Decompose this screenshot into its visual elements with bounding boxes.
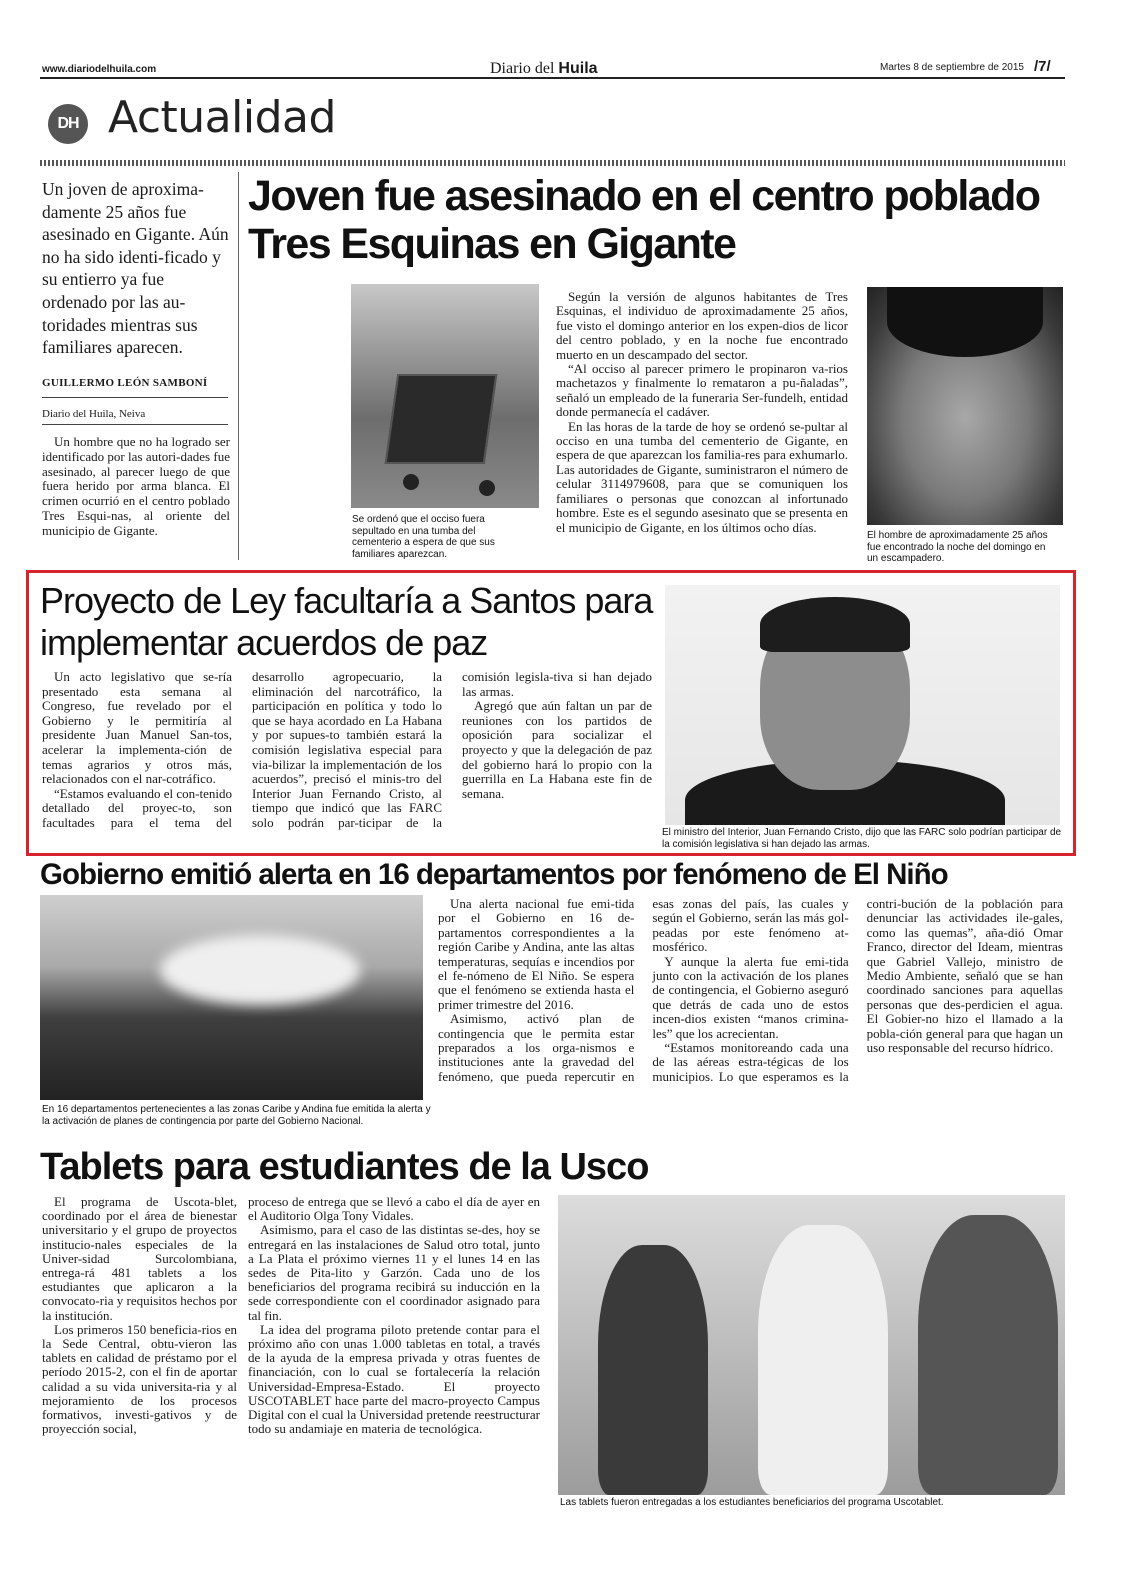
hair-shape [760,597,910,652]
story2-paragraph: Agregó que aún faltan un par de reuniones con los partidos de oposición para socializar el proyecto y que la delegación de paz del gobierno hará lo propio con la guerrilla en La Habana este fin de semana. [462,698,652,801]
story3-paragraph: “Estamos monitoreando cada una de las aéreas estra-tégicas de los municipios. Lo que esperamos es la contri-bución de la población para denunciar las actividades ile-gales, como las quemas”, aña-dió Omar Franco, director del Ideam, mientras que Gabriel Vallejo, ministro de Medio Ambiente, señaló que se han coordinado sanciones para aquellas personas que des-perdicien el agua. El Gobier-no hizo el llamado a la pobla-ción general para que hagan un uso responsable del recurso hídrico. [652,896,1063,1084]
tablets-photo-caption: Las tablets fueron entregadas a los estudiantes beneficiarios del programa Uscotablet. [560,1497,944,1508]
cart-wheel [403,474,419,490]
newspaper-name [490,60,598,78]
story4-paragraph: Asimismo, para el caso de las distintas se-des, hoy se entregará en las instalaciones de Salud otro total, junto a La Plata el próximo viernes 11 y el lunes 14 en las sedes de Pita-lito y Garzón. Cada uno de los beneficiarios del programa recibirá su inducción en la sede correspondiente con el coordinador asignado para tal fin. [248,1222,540,1323]
issue-date: Martes 8 de septiembre de 2015 [880,62,1024,73]
dh-logo-icon: DH [48,104,88,144]
story3-paragraph: Una alerta nacional fue emi-tida por el Gobierno en 16 de-partamentos correspondientes a la región Caribe y Andina, ante las altas temperaturas, sequías e incendios por el fe-nómeno de El Niño. Se espera que el fenómeno se extienda hasta el primer trimestre del 2016. [438,896,635,1012]
story4-paragraph: proceso de entrega que se llevó a cabo el día de ayer en el Auditorio Olga Tony Vidales. [248,1194,540,1224]
story4-headline: Tablets para estudiantes de la Usco [40,1146,649,1188]
person-shape [918,1215,1058,1495]
coffin-shape [385,374,498,464]
column-divider [238,172,239,560]
story1-body [556,290,848,535]
story1-byline: GUILLERMO LEÓN SAMBONÍ [42,377,208,389]
story3-body [438,897,1063,1127]
victim-photo-caption: El hombre de aproximadamente 25 años fue encontrado la noche del domingo en un escampadero. [867,530,1048,564]
section-title: Actualidad [108,92,336,143]
story3-paragraph: Y aunque la alerta fue emi-tida junto con la activación de los planes de contingencia, el Gobierno aseguró que detrás de cada uno de estos incen-dios existen “manos crimina-les” que los acrecientan. [652,953,849,1041]
wildfire-photo [40,895,423,1100]
story1-paragraph: “Al occiso al parecer primero le propinaron va-rios machetazos y finalmente lo remataron a pu-ñaladas”, señaló un empleado de la funeraria Ser-fundelh, entidad donde permanecía el cadáver. [556,361,848,420]
story2-paragraph: Un acto legislativo que se-ría presentado esta semana al Congreso, fue revelado por el Gobierno y le permitiría al presidente Juan Manuel San-tos, acelerar la implementa-ción de temas agrarios y otros más, relacionados con el nar-cotráfico. [42,669,232,787]
story1-paragraph: En las horas de la tarde de hoy se ordenó se-pultar al occiso en una tumba del cementerio de Gigante, en espera de que aparezcan los familia-res para exhumarlo. Las autoridades de Gigante, suministraron el número de celular 3114979608, para que se comuniquen los familiares o personas que conozcan al infortunado hombre. Este es el segundo asesinato que se presenta en el municipio de Gigante, en los últimos ocho días. [556,418,848,535]
story4-column-1 [42,1195,237,1436]
story1-dateline: Diario del Huila, Neiva [42,408,146,420]
story1-paragraph: Según la versión de algunos habitantes de Tres Esquinas, el individuo de aproximadamente 25 años, fue visto el domingo anterior en los expen-dios de licor del centro poblado, y en la noche fue encontrado muerto en un descampado del sector. [556,289,848,362]
story1-deck: Un joven de aproxima-damente 25 años fue asesinado en Gigante. Aún no ha sido identi-ficado y su entierro ya fue ordenado por las au-toridades mientras sus familiares aparecen. [42,179,229,358]
masthead-rule [40,77,1065,79]
coffin-photo [351,284,539,508]
story1-headline: Joven fue asesinado en el centro poblado Tres Esquinas en Gigante [248,172,1040,268]
minister-photo [665,585,1060,825]
story4-paragraph: La idea del programa piloto pretende contar para el próximo año con unas 1.000 tabletas en total, a través de la ayuda de la empresa privada y otras fuentes de financiación, con lo cual se fortalecería la relación Universidad-Empresa-Estado. El proyecto USCOTABLET hace parte del macro-proyecto Campus Digital con el cual la Universidad pretende reestructurar todo su andamiaje en materia de tecnológica. [248,1321,541,1437]
victim-photo [867,287,1063,525]
coffin-photo-caption: Se ordenó que el occiso fuera sepultado en una tumba del cementerio a espera de que sus familiares aparezcan. [352,514,495,560]
tablets-photo [558,1195,1065,1495]
story2-headline: Proyecto de Ley facultaría a Santos para implementar acuerdos de paz [40,580,653,663]
site-url: www.diariodelhuila.com [42,64,157,75]
person-shape [598,1245,708,1495]
byline-rule [42,397,228,398]
story4-paragraph: El programa de Uscota-blet, coordinado por el área de bienestar universitario y el grupo de proyectos institucio-nales especiales de la Univer-sidad Surcolombiana, entrega-rá 481 tablets a los estudiantes que aplicaron a la convocato-ria y requisitos hechos por la institución. [42,1194,237,1323]
story2-body [42,670,652,840]
page-number: /7/ [1034,58,1051,75]
story1-lead-paragraph: Un hombre que no ha logrado ser identificado por las autori-dades fue asesinado, al parecer luego de que fuera herido por arma blanca. El crimen ocurrió en el centro poblado Tres Esqui-nas, al oriente del municipio de Gigante. [42,434,230,538]
story3-paragraph: Asimismo, activó plan de contingencia que le permita estar preparados a los orga-nismos e instituciones ante la gravedad del fenómeno, que pueda repercutir en esas zonas del país, las cuales y según el Gobierno, serán las más gol-peadas por este fenómeno at-mosférico. [438,896,849,1084]
dateline-rule [42,424,228,425]
hair-shape [887,287,1043,357]
story3-headline: Gobierno emitió alerta en 16 departamentos por fenómeno de El Niño [40,858,948,891]
story1-lead [42,435,230,539]
person-shape [758,1225,888,1495]
wildfire-photo-caption: En 16 departamentos pertenecientes a las zonas Caribe y Andina fue emitida la alerta y la activación de planes de contingencia por parte del Gobierno Nacional. [42,1104,431,1127]
smoke-shape [160,935,360,1005]
story4-column-2 [248,1195,540,1436]
section-rule [40,160,1065,166]
newspaper-name-prefix: Diario del [490,60,555,77]
minister-photo-caption: El ministro del Interior, Juan Fernando Cristo, dijo que las FARC solo podrían participar de la comisión legislativa si han dejado las armas. [662,827,1062,850]
newspaper-name-main: Huila [558,60,598,77]
cart-wheel [479,480,495,496]
story4-paragraph: Los primeros 150 beneficia-rios en la Sede Central, obtu-vieron las tablets en calidad de préstamo por el período 2015-2, con el fin de aportar calidad a su vida universita-ria y al mejoramiento de los procesos formativos, investi-gativos y de proyección social, [42,1321,237,1437]
story2-paragraph: “Estamos evaluando el con-tenido detallado del proyec-to, son facultades para el tema del desarrollo agropecuario, la eliminación del narcotráfico, la participación en política y todo lo que se haya acordado en La Habana y por supues-to también estará la comisión legislativa especial para via-bilizar la implementación de los acuerdos”, precisó el minis-tro del Interior Juan Fernando Cristo, al tiempo que indicó que las FARC solo podrán par-ticipar de la comisión legisla-tiva si han dejado las armas. [42,669,652,830]
